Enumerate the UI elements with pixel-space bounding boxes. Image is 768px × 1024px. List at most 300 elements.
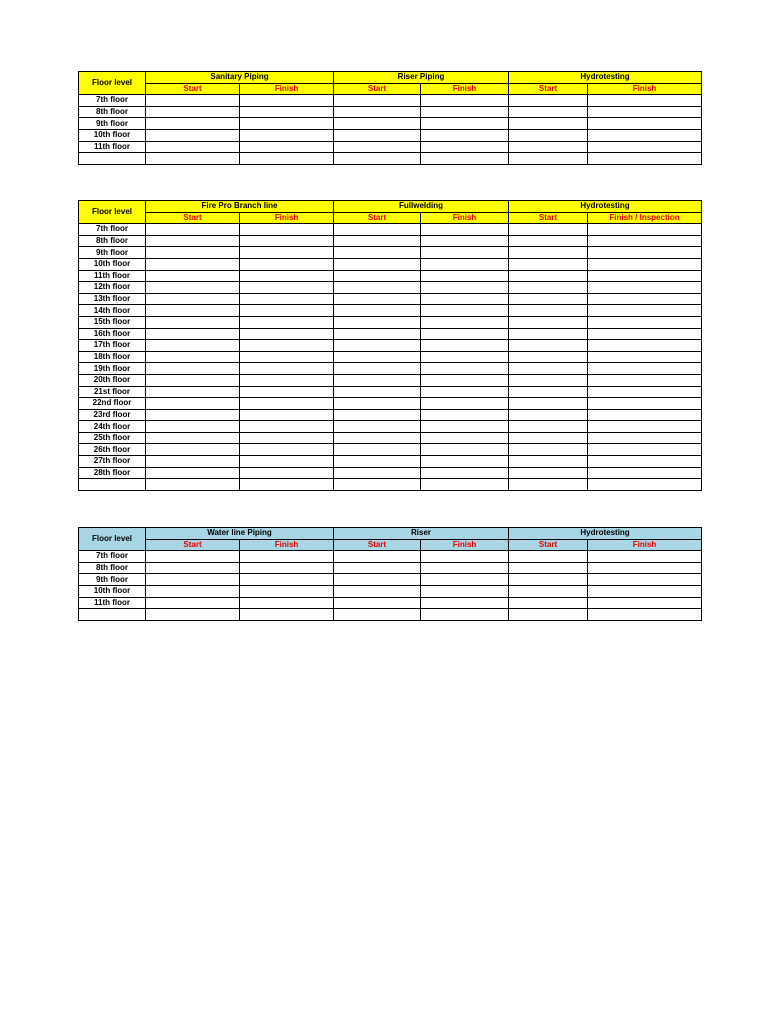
schedule-date-cell[interactable] (509, 282, 588, 294)
floor-label (79, 479, 146, 491)
table-body (79, 95, 702, 165)
schedule-date-cell[interactable] (421, 95, 509, 107)
schedule-date-cell[interactable] (146, 374, 240, 386)
schedule-date-cell[interactable] (146, 258, 240, 270)
schedule-date-cell[interactable] (509, 456, 588, 468)
finish-header: Finish (421, 539, 509, 551)
schedule-date-cell[interactable] (509, 118, 588, 130)
table-row (79, 479, 702, 491)
schedule-date-cell[interactable] (146, 609, 240, 621)
schedule-date-cell[interactable] (240, 118, 334, 130)
finish-header: Finish (240, 83, 334, 95)
schedule-date-cell[interactable] (146, 95, 240, 107)
schedule-date-cell[interactable] (334, 562, 421, 574)
group-header-fullwelding: Fullwelding (334, 201, 509, 213)
schedule-date-cell[interactable] (334, 282, 421, 294)
floor-label: 7th floor (79, 95, 146, 107)
schedule-date-cell[interactable] (146, 574, 240, 586)
schedule-date-cell[interactable] (509, 479, 588, 491)
schedule-date-cell[interactable] (588, 118, 702, 130)
schedule-date-cell[interactable] (509, 597, 588, 609)
schedule-date-cell[interactable] (588, 141, 702, 153)
table-row (79, 398, 702, 410)
schedule-date-cell[interactable] (588, 432, 702, 444)
schedule-date-cell[interactable] (509, 95, 588, 107)
schedule-date-cell[interactable] (240, 247, 334, 259)
floor-label: 19th floor (79, 363, 146, 375)
schedule-date-cell[interactable] (240, 562, 334, 574)
schedule-date-cell[interactable] (509, 398, 588, 410)
table-row (79, 305, 702, 317)
table-row (79, 153, 702, 165)
schedule-date-cell[interactable] (240, 456, 334, 468)
table-row (79, 421, 702, 433)
floor-label: 27th floor (79, 456, 146, 468)
schedule-date-cell[interactable] (421, 153, 509, 165)
table-row (79, 609, 702, 621)
schedule-date-cell[interactable] (240, 282, 334, 294)
schedule-date-cell[interactable] (240, 328, 334, 340)
schedule-date-cell[interactable] (421, 479, 509, 491)
floor-label: 21st floor (79, 386, 146, 398)
schedule-date-cell[interactable] (334, 258, 421, 270)
schedule-date-cell[interactable] (421, 562, 509, 574)
schedule-date-cell[interactable] (588, 562, 702, 574)
table-row (79, 351, 702, 363)
schedule-date-cell[interactable] (334, 293, 421, 305)
sanitary-piping-schedule-table (78, 71, 702, 165)
schedule-date-cell[interactable] (334, 386, 421, 398)
schedule-date-cell[interactable] (588, 235, 702, 247)
floor-label: 14th floor (79, 305, 146, 317)
schedule-date-cell[interactable] (509, 374, 588, 386)
schedule-date-cell[interactable] (421, 456, 509, 468)
schedule-date-cell[interactable] (334, 305, 421, 317)
schedule-date-cell[interactable] (146, 282, 240, 294)
finish-header: Finish (240, 539, 334, 551)
schedule-date-cell[interactable] (334, 409, 421, 421)
schedule-date-cell[interactable] (146, 340, 240, 352)
start-header: Start (334, 212, 421, 224)
schedule-date-cell[interactable] (240, 597, 334, 609)
schedule-date-cell[interactable] (240, 340, 334, 352)
schedule-date-cell[interactable] (588, 456, 702, 468)
start-header: Start (334, 539, 421, 551)
table-row (79, 106, 702, 118)
schedule-date-cell[interactable] (509, 409, 588, 421)
schedule-date-cell[interactable] (509, 316, 588, 328)
floor-label (79, 609, 146, 621)
floor-label: 24th floor (79, 421, 146, 433)
group-header-water-line-piping: Water line Piping (146, 528, 334, 540)
schedule-date-cell[interactable] (588, 293, 702, 305)
schedule-date-cell[interactable] (240, 398, 334, 410)
schedule-date-cell[interactable] (421, 574, 509, 586)
schedule-date-cell[interactable] (334, 551, 421, 563)
schedule-date-cell[interactable] (509, 421, 588, 433)
schedule-date-cell[interactable] (334, 270, 421, 282)
floor-label: 18th floor (79, 351, 146, 363)
start-header: Start (334, 83, 421, 95)
schedule-date-cell[interactable] (421, 129, 509, 141)
schedule-date-cell[interactable] (421, 421, 509, 433)
schedule-date-cell[interactable] (588, 585, 702, 597)
schedule-date-cell[interactable] (509, 247, 588, 259)
schedule-date-cell[interactable] (146, 597, 240, 609)
schedule-date-cell[interactable] (421, 409, 509, 421)
table-row (79, 444, 702, 456)
schedule-date-cell[interactable] (146, 421, 240, 433)
schedule-date-cell[interactable] (146, 106, 240, 118)
floor-label: 9th floor (79, 118, 146, 130)
schedule-date-cell[interactable] (588, 398, 702, 410)
schedule-date-cell[interactable] (240, 409, 334, 421)
schedule-date-cell[interactable] (334, 421, 421, 433)
schedule-date-cell[interactable] (146, 444, 240, 456)
table-row (79, 386, 702, 398)
schedule-date-cell[interactable] (509, 106, 588, 118)
schedule-date-cell[interactable] (421, 293, 509, 305)
schedule-date-cell[interactable] (334, 432, 421, 444)
schedule-date-cell[interactable] (146, 328, 240, 340)
schedule-date-cell[interactable] (421, 316, 509, 328)
schedule-date-cell[interactable] (588, 106, 702, 118)
floor-label: 15th floor (79, 316, 146, 328)
schedule-date-cell[interactable] (588, 328, 702, 340)
schedule-date-cell[interactable] (146, 386, 240, 398)
schedule-date-cell[interactable] (240, 386, 334, 398)
schedule-date-cell[interactable] (509, 386, 588, 398)
table-row (79, 467, 702, 479)
schedule-date-cell[interactable] (334, 467, 421, 479)
table-row (79, 95, 702, 107)
schedule-date-cell[interactable] (334, 106, 421, 118)
schedule-date-cell[interactable] (240, 141, 334, 153)
schedule-date-cell[interactable] (240, 432, 334, 444)
schedule-date-cell[interactable] (240, 106, 334, 118)
schedule-date-cell[interactable] (240, 153, 334, 165)
schedule-date-cell[interactable] (421, 467, 509, 479)
schedule-date-cell[interactable] (588, 386, 702, 398)
schedule-date-cell[interactable] (146, 456, 240, 468)
group-header-riser: Riser (334, 528, 509, 540)
floor-label: 10th floor (79, 129, 146, 141)
floor-label: 26th floor (79, 444, 146, 456)
table-row (79, 432, 702, 444)
table-row (79, 574, 702, 586)
schedule-date-cell[interactable] (421, 444, 509, 456)
schedule-date-cell[interactable] (146, 467, 240, 479)
schedule-date-cell[interactable] (588, 597, 702, 609)
schedule-date-cell[interactable] (421, 398, 509, 410)
schedule-date-cell[interactable] (334, 479, 421, 491)
schedule-date-cell[interactable] (509, 351, 588, 363)
floor-label: 7th floor (79, 224, 146, 236)
schedule-date-cell[interactable] (334, 316, 421, 328)
schedule-date-cell[interactable] (588, 363, 702, 375)
schedule-date-cell[interactable] (334, 153, 421, 165)
schedule-date-cell[interactable] (421, 340, 509, 352)
schedule-date-cell[interactable] (146, 270, 240, 282)
schedule-date-cell[interactable] (509, 551, 588, 563)
schedule-date-cell[interactable] (509, 224, 588, 236)
schedule-date-cell[interactable] (509, 432, 588, 444)
table-body (79, 224, 702, 491)
schedule-date-cell[interactable] (334, 444, 421, 456)
schedule-date-cell[interactable] (334, 374, 421, 386)
schedule-date-cell[interactable] (334, 224, 421, 236)
floor-label: 8th floor (79, 562, 146, 574)
schedule-date-cell[interactable] (588, 316, 702, 328)
floor-label: 9th floor (79, 247, 146, 259)
schedule-date-cell[interactable] (588, 374, 702, 386)
fire-pro-branch-schedule-table (78, 200, 702, 491)
schedule-date-cell[interactable] (509, 235, 588, 247)
schedule-date-cell[interactable] (588, 351, 702, 363)
schedule-date-cell[interactable] (421, 141, 509, 153)
floor-label: 11th floor (79, 597, 146, 609)
table-row (79, 118, 702, 130)
schedule-date-cell[interactable] (509, 258, 588, 270)
schedule-date-cell[interactable] (588, 409, 702, 421)
schedule-date-cell[interactable] (334, 328, 421, 340)
schedule-date-cell[interactable] (240, 270, 334, 282)
schedule-date-cell[interactable] (240, 363, 334, 375)
table-row (79, 247, 702, 259)
floor-label: 25th floor (79, 432, 146, 444)
finish-header: Finish (421, 212, 509, 224)
schedule-date-cell[interactable] (146, 409, 240, 421)
schedule-date-cell[interactable] (146, 247, 240, 259)
finish-header: Finish (421, 83, 509, 95)
schedule-date-cell[interactable] (588, 340, 702, 352)
table-row (79, 293, 702, 305)
schedule-date-cell[interactable] (421, 247, 509, 259)
schedule-date-cell[interactable] (146, 551, 240, 563)
schedule-date-cell[interactable] (588, 258, 702, 270)
schedule-date-cell[interactable] (146, 585, 240, 597)
schedule-date-cell[interactable] (588, 270, 702, 282)
schedule-date-cell[interactable] (146, 129, 240, 141)
schedule-date-cell[interactable] (146, 293, 240, 305)
schedule-date-cell[interactable] (509, 129, 588, 141)
schedule-date-cell[interactable] (240, 351, 334, 363)
schedule-date-cell[interactable] (588, 551, 702, 563)
group-header-sanitary-piping: Sanitary Piping (146, 72, 334, 84)
schedule-date-cell[interactable] (146, 141, 240, 153)
schedule-date-cell[interactable] (588, 444, 702, 456)
schedule-date-cell[interactable] (509, 585, 588, 597)
schedule-date-cell[interactable] (334, 609, 421, 621)
schedule-date-cell[interactable] (334, 340, 421, 352)
table-row (79, 456, 702, 468)
schedule-date-cell[interactable] (334, 398, 421, 410)
schedule-date-cell[interactable] (146, 562, 240, 574)
start-header: Start (509, 212, 588, 224)
schedule-date-cell[interactable] (588, 95, 702, 107)
schedule-date-cell[interactable] (588, 609, 702, 621)
table-row (79, 224, 702, 236)
schedule-date-cell[interactable] (240, 444, 334, 456)
schedule-date-cell[interactable] (334, 141, 421, 153)
schedule-date-cell[interactable] (240, 585, 334, 597)
floor-level-header: Floor level (79, 528, 146, 551)
schedule-date-cell[interactable] (334, 118, 421, 130)
table-row (79, 258, 702, 270)
schedule-date-cell[interactable] (421, 386, 509, 398)
schedule-date-cell[interactable] (240, 235, 334, 247)
schedule-date-cell[interactable] (588, 153, 702, 165)
floor-label: 22nd floor (79, 398, 146, 410)
schedule-date-cell[interactable] (146, 363, 240, 375)
schedule-date-cell[interactable] (421, 363, 509, 375)
schedule-date-cell[interactable] (588, 467, 702, 479)
table-row (79, 562, 702, 574)
schedule-date-cell[interactable] (509, 467, 588, 479)
schedule-date-cell[interactable] (240, 316, 334, 328)
schedule-date-cell[interactable] (146, 398, 240, 410)
schedule-date-cell[interactable] (509, 328, 588, 340)
floor-level-header: Floor level (79, 72, 146, 95)
schedule-date-cell[interactable] (509, 444, 588, 456)
schedule-date-cell[interactable] (421, 106, 509, 118)
schedule-date-cell[interactable] (509, 153, 588, 165)
group-header-hydrotesting: Hydrotesting (509, 72, 702, 84)
table-row (79, 129, 702, 141)
schedule-date-cell[interactable] (334, 129, 421, 141)
schedule-date-cell[interactable] (421, 270, 509, 282)
schedule-date-cell[interactable] (588, 247, 702, 259)
schedule-date-cell[interactable] (240, 467, 334, 479)
floor-label: 10th floor (79, 585, 146, 597)
schedule-date-cell[interactable] (588, 421, 702, 433)
table-body (79, 551, 702, 621)
table-row (79, 282, 702, 294)
schedule-date-cell[interactable] (509, 562, 588, 574)
schedule-date-cell[interactable] (421, 282, 509, 294)
schedule-date-cell[interactable] (421, 224, 509, 236)
schedule-date-cell[interactable] (146, 118, 240, 130)
schedule-date-cell[interactable] (334, 235, 421, 247)
schedule-date-cell[interactable] (240, 95, 334, 107)
schedule-date-cell[interactable] (509, 270, 588, 282)
schedule-date-cell[interactable] (240, 479, 334, 491)
schedule-date-cell[interactable] (146, 235, 240, 247)
floor-label: 23rd floor (79, 409, 146, 421)
schedule-date-cell[interactable] (509, 305, 588, 317)
schedule-date-cell[interactable] (509, 340, 588, 352)
table-row (79, 340, 702, 352)
schedule-date-cell[interactable] (240, 305, 334, 317)
schedule-date-cell[interactable] (588, 574, 702, 586)
schedule-date-cell[interactable] (146, 432, 240, 444)
start-header: Start (146, 539, 240, 551)
group-header-hydrotesting: Hydrotesting (509, 528, 702, 540)
schedule-date-cell[interactable] (334, 351, 421, 363)
schedule-date-cell[interactable] (240, 551, 334, 563)
schedule-date-cell[interactable] (421, 305, 509, 317)
schedule-date-cell[interactable] (421, 328, 509, 340)
schedule-date-cell[interactable] (240, 574, 334, 586)
schedule-date-cell[interactable] (421, 235, 509, 247)
schedule-date-cell[interactable] (334, 456, 421, 468)
finish-header: Finish (240, 212, 334, 224)
schedule-date-cell[interactable] (588, 282, 702, 294)
floor-label: 7th floor (79, 551, 146, 563)
schedule-date-cell[interactable] (421, 585, 509, 597)
schedule-date-cell[interactable] (334, 95, 421, 107)
schedule-date-cell[interactable] (334, 363, 421, 375)
schedule-date-cell[interactable] (421, 609, 509, 621)
schedule-date-cell[interactable] (334, 574, 421, 586)
schedule-date-cell[interactable] (509, 609, 588, 621)
finish-inspection-header: Finish / Inspection (588, 212, 702, 224)
schedule-date-cell[interactable] (509, 293, 588, 305)
schedule-date-cell[interactable] (334, 597, 421, 609)
start-header: Start (509, 83, 588, 95)
floor-label: 20th floor (79, 374, 146, 386)
start-header: Start (146, 83, 240, 95)
schedule-date-cell[interactable] (421, 551, 509, 563)
schedule-date-cell[interactable] (146, 351, 240, 363)
schedule-date-cell[interactable] (146, 224, 240, 236)
schedule-date-cell[interactable] (240, 421, 334, 433)
floor-level-header: Floor level (79, 201, 146, 224)
group-header-hydrotesting: Hydrotesting (509, 201, 702, 213)
schedule-date-cell[interactable] (588, 305, 702, 317)
floor-label: 28th floor (79, 467, 146, 479)
table-row (79, 363, 702, 375)
schedule-date-cell[interactable] (334, 585, 421, 597)
floor-label: 11th floor (79, 270, 146, 282)
start-header: Start (146, 212, 240, 224)
table-row (79, 316, 702, 328)
schedule-date-cell[interactable] (421, 374, 509, 386)
table-row (79, 409, 702, 421)
schedule-date-cell[interactable] (509, 363, 588, 375)
schedule-date-cell[interactable] (240, 293, 334, 305)
schedule-date-cell[interactable] (421, 597, 509, 609)
schedule-date-cell[interactable] (240, 374, 334, 386)
table-row (79, 328, 702, 340)
schedule-date-cell[interactable] (509, 574, 588, 586)
schedule-date-cell[interactable] (334, 247, 421, 259)
schedule-date-cell[interactable] (240, 129, 334, 141)
schedule-date-cell[interactable] (588, 224, 702, 236)
schedule-date-cell[interactable] (421, 432, 509, 444)
schedule-date-cell[interactable] (421, 351, 509, 363)
schedule-date-cell[interactable] (588, 129, 702, 141)
floor-label: 10th floor (79, 258, 146, 270)
schedule-date-cell[interactable] (509, 141, 588, 153)
schedule-date-cell[interactable] (240, 609, 334, 621)
schedule-date-cell[interactable] (146, 479, 240, 491)
schedule-date-cell[interactable] (146, 305, 240, 317)
table-row (79, 374, 702, 386)
schedule-date-cell[interactable] (588, 479, 702, 491)
table-row (79, 597, 702, 609)
table-row (79, 585, 702, 597)
schedule-date-cell[interactable] (240, 258, 334, 270)
schedule-date-cell[interactable] (421, 258, 509, 270)
schedule-date-cell[interactable] (421, 118, 509, 130)
schedule-date-cell[interactable] (146, 316, 240, 328)
schedule-date-cell[interactable] (146, 153, 240, 165)
finish-header: Finish (588, 539, 702, 551)
finish-header: Finish (588, 83, 702, 95)
table-row (79, 551, 702, 563)
schedule-date-cell[interactable] (240, 224, 334, 236)
